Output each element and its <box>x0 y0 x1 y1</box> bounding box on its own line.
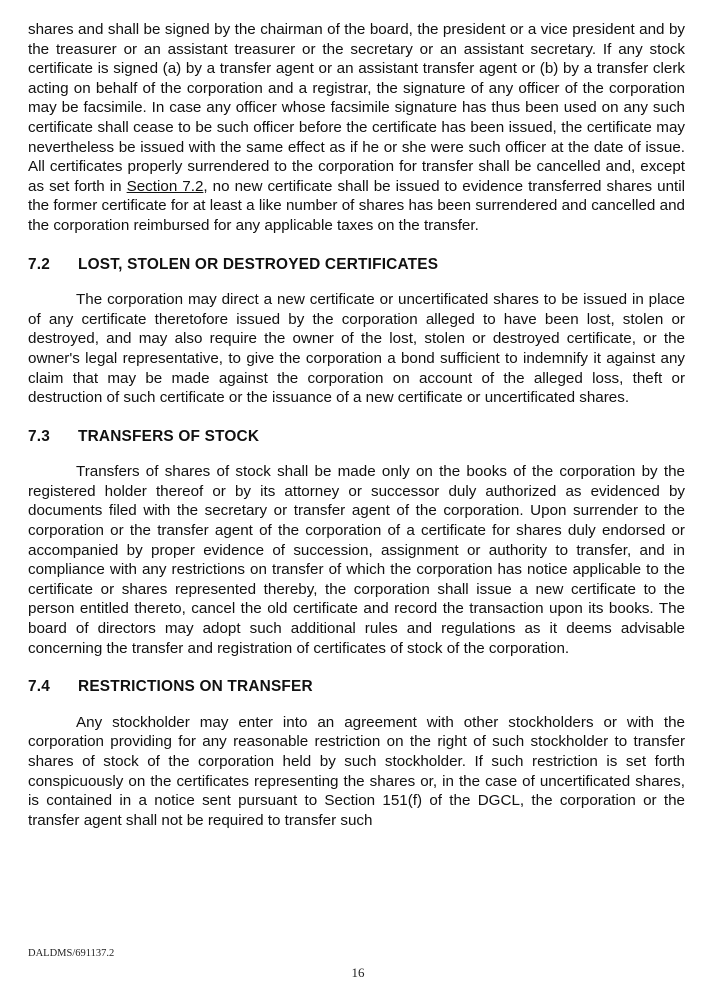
section-heading-7-3 <box>28 427 685 447</box>
paragraph-text: , no new certificate shall be issued to evidence transferred shares until the former certificate for at least a like number of shares has been surrendered and cancelled and the corporation reimbursed for any applicable taxes on the transfer. <box>28 177 685 234</box>
section-title: TRANSFERS OF STOCK <box>78 427 260 445</box>
continued-paragraph <box>28 20 685 236</box>
document-page <box>28 20 685 830</box>
paragraph-text: shares and shall be signed by the chairman of the board, the president or a vice president and by the treasurer or an assistant treasurer or the secretary or an assistant secretary. If any stock certificate is signed (a) by a transfer agent or an assistant transfer agent or (b) by a transfer clerk acting on behalf of the corporation and a registrar, the signature of any officer of the corporation may be facsimile. In case any officer whose facsimile signature has thus been used on any such certificate shall cease to be such officer before the certificate has been issued, the certificate may nevertheless be issued with the same effect as if he or she were such officer at the date of issue. All certificates properly surrendered to the corporation for transfer shall be cancelled and, except as set forth in <box>28 21 685 195</box>
section-number: 7.3 <box>28 427 50 445</box>
document-id: DALDMS/691137.2 <box>28 948 115 959</box>
section-body-7-3: Transfers of shares of stock shall be made only on the books of the corporation by the registered holder thereof or by its attorney or successor duly authorized as evidenced by documents filed with the secretary or transfer agent of the corporation. Upon surrender to the corporation or the transfer agent of the corporation of a certificate for shares duly endorsed or accompanied by proper evidence of succession, assignment or authority to transfer, and in compliance with any restrictions on transfer of which the corporation has notice applicable to the certificate or shares represented thereby, the corporation shall issue a new certificate to the person entitled thereto, cancel the old certificate and record the transaction upon its books. The board of directors may adopt such additional rules and regulations as it deems advisable concerning the transfer and registration of certificates of stock of the corporation. <box>28 463 685 657</box>
section-number: 7.4 <box>28 678 50 696</box>
section-title: LOST, STOLEN OR DESTROYED CERTIFICATES <box>78 255 439 273</box>
section-cross-reference: Section 7.2 <box>126 177 204 195</box>
section-body-7-2: The corporation may direct a new certificate or uncertificated shares to be issued in place of any certificate theretofore issued by the corporation alleged to have been lost, stolen or destroyed, and may also require the owner of the lost, stolen or destroyed certificate, or the owner's legal representative, to give the corporation a bond sufficient to indemnify it against any claim that may be made against the corporation on account of the alleged loss, theft or destruction of such certificate or the issuance of a new certificate or uncertificated shares. <box>28 291 685 407</box>
section-heading-7-4 <box>28 677 685 697</box>
section-title: RESTRICTIONS ON TRANSFER <box>78 678 313 696</box>
page-number: 16 <box>351 965 365 980</box>
section-body-7-4: Any stockholder may enter into an agreement with other stockholders or with the corporation providing for any reasonable restriction on the right of such stockholder to transfer shares of stock of the corporation held by such stockholder. If such restriction is set forth conspicuously on the certificates representing the shares or, in the case of uncertificated shares, is contained in a notice sent pursuant to Section 151(f) of the DGCL, the corporation or the transfer agent shall not be required to transfer such <box>28 713 685 829</box>
section-number: 7.2 <box>28 255 50 273</box>
section-heading-7-2 <box>28 255 685 275</box>
